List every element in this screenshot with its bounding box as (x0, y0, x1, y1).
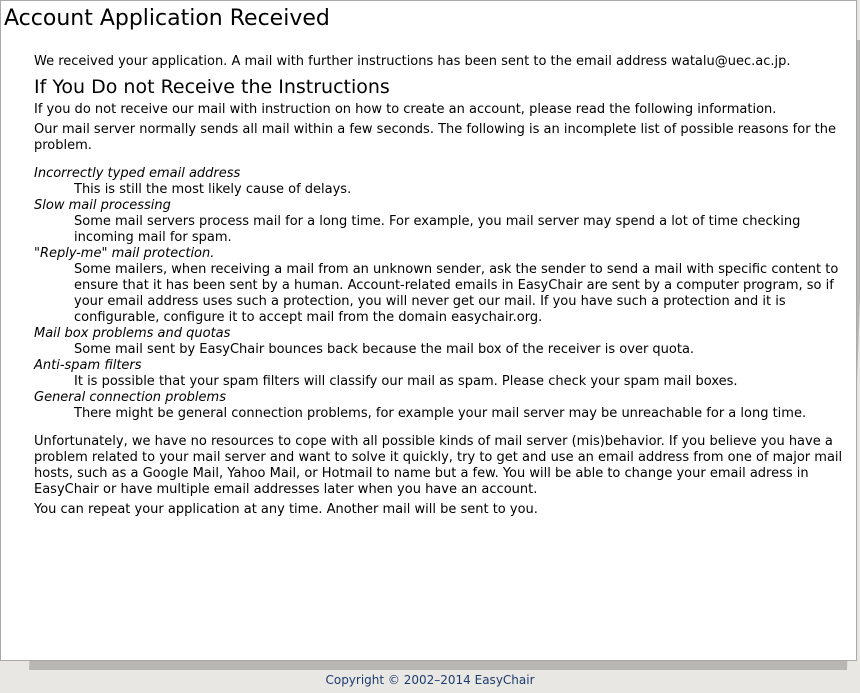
reasons-list (34, 166, 844, 422)
reason-description: Some mailers, when receiving a mail from an unknown sender, ask the sender to send a mail with specific content to ensure that it has been sent by a human. Account-related emails in EasyChair are sent by a computer program, so if your email address uses such a protection, you will never get our mail. If you have such a protection and it is configurable, configure it to accept mail from the domain easychair.org. (74, 262, 839, 325)
reason-term: Slow mail processing (34, 198, 171, 213)
reason-term: Anti-spam filters (34, 358, 142, 373)
reason-term: Incorrectly typed email address (34, 166, 241, 181)
info-paragraph-3: Unfortunately, we have no resources to cope with all possible kinds of mail server (mis)behavior. If you believe you have a problem related to your mail server and want to solve it quickly, try to get and use an email address from one of major mail hosts, such as a Google Mail, Yahoo Mail, or Hotmail to name but a few. You will be able to change your email adress in EasyChair or have multiple email addresses later when you have an account. (34, 434, 843, 497)
copyright-footer: Copyright © 2002–2014 EasyChair (325, 673, 535, 687)
reason-term: General connection problems (34, 390, 226, 405)
reason-term: "Reply-me" mail protection. (34, 246, 215, 261)
page-title: Account Application Received (4, 6, 330, 31)
intro-text: We received your application. A mail with further instructions has been sent to the email address watalu@uec.ac.jp. (34, 54, 791, 69)
reason-description: Some mail servers process mail for a long time. For example, you mail server may spend a lot of time checking incoming mail for spam. (74, 214, 801, 245)
reason-description: There might be general connection problems, for example your mail server may be unreachable for a long time. (74, 406, 807, 421)
reason-description: It is possible that your spam filters will classify our mail as spam. Please check your spam mail boxes. (74, 374, 738, 389)
info-paragraph-1: If you do not receive our mail with instruction on how to create an account, please read the following information. (34, 102, 777, 117)
reason-description: This is still the most likely cause of delays. (74, 182, 352, 197)
reason-term: Mail box problems and quotas (34, 326, 231, 341)
page-content (34, 54, 844, 522)
info-paragraph-2: Our mail server normally sends all mail within a few seconds. The following is an incomplete list of possible reasons for the problem. (34, 122, 837, 153)
section-title: If You Do not Receive the Instructions (34, 76, 390, 98)
info-paragraph-4: You can repeat your application at any time. Another mail will be sent to you. (34, 502, 538, 517)
reason-description: Some mail sent by EasyChair bounces back because the mail box of the receiver is over quota. (74, 342, 695, 357)
